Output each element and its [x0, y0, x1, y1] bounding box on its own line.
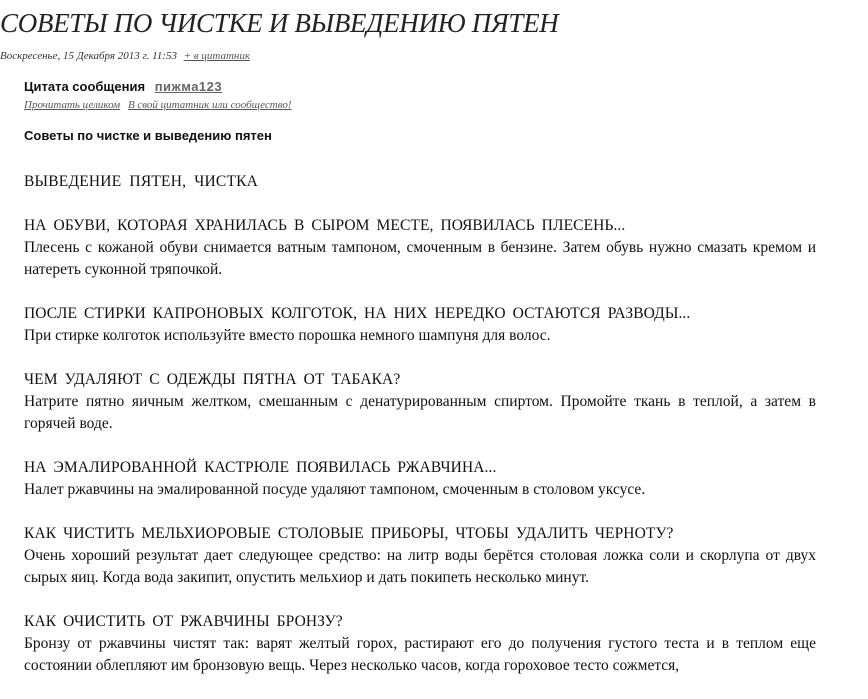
post-title: СОВЕТЫ ПО ЧИСТКЕ И ВЫВЕДЕНИЮ ПЯТЕН [0, 8, 559, 38]
tip-title: КАК ЧИСТИТЬ МЕЛЬХИОРОВЫЕ СТОЛОВЫЕ ПРИБОРЫ, ЧТОБЫ УДАЛИТЬ ЧЕРНОТУ? [24, 525, 674, 542]
tip-section [24, 303, 816, 347]
post-date: Воскресенье, 15 Декабря 2013 г. 11:53 [0, 50, 177, 62]
quote-label: Цитата сообщения [24, 79, 146, 94]
tip-text: При стирке колготок используйте вместо порошка немного шампуня для волос. [24, 327, 551, 344]
add-to-quotes-link[interactable]: + в цитатник [183, 50, 251, 62]
tip-section [24, 611, 816, 677]
quote-header [24, 79, 222, 94]
tip-section [24, 523, 816, 589]
section-heading-block [24, 171, 816, 193]
post-meta [0, 50, 250, 62]
tip-text: Плесень с кожаной обуви снимается ватным тампоном, смоченным в бензине. Затем обувь нужно смазать кремом и натереть суконной тряпочкой. [24, 239, 816, 278]
tip-section [24, 457, 816, 501]
tip-title: НА ОБУВИ, КОТОРАЯ ХРАНИЛАСЬ В СЫРОМ МЕСТЕ, ПОЯВИЛАСЬ ПЛЕСЕНЬ... [24, 217, 626, 234]
read-full-link[interactable]: Прочитать целиком [24, 99, 121, 111]
tip-title: НА ЭМАЛИРОВАННОЙ КАСТРЮЛЕ ПОЯВИЛАСЬ РЖАВЧИНА... [24, 459, 497, 476]
to-quotes-link[interactable]: В свой цитатник или сообщество! [127, 99, 292, 111]
quote-author-link[interactable]: пижма123 [154, 79, 223, 94]
tip-section [24, 369, 816, 435]
quote-links [24, 99, 297, 111]
tip-text: Налет ржавчины на эмалированной посуде удаляют тампоном, смоченным в столовом уксусе. [24, 481, 646, 498]
tip-text: Бронзу от ржавчины чистят так: варят желтый горох, растирают его до получения густого теста и в теплом еще состоянии облепляют им бронзовую вещь. Через несколько часов, когда гороховое тесто сожмется, [24, 635, 816, 674]
post-content [24, 171, 816, 699]
tip-text: Очень хороший результат дает следующее средство: на литр воды берётся столовая ложка соли и скорлупа от двух сырых яиц. Когда вода закипит, опустить мельхиор и дать покипеть несколько минут. [24, 547, 816, 586]
section-heading: ВЫВЕДЕНИЕ ПЯТЕН, ЧИСТКА [24, 173, 259, 190]
tip-title: КАК ОЧИСТИТЬ ОТ РЖАВЧИНЫ БРОНЗУ? [24, 613, 343, 630]
tip-title: ЧЕМ УДАЛЯЮТ С ОДЕЖДЫ ПЯТНА ОТ ТАБАКА? [24, 371, 401, 388]
tip-text: Натрите пятно яичным желтком, смешанным с денатурированным спиртом. Промойте ткань в теплой, а затем в горячей воде. [24, 393, 816, 432]
post-subtitle: Советы по чистке и выведению пятен [24, 128, 272, 143]
tip-title: ПОСЛЕ СТИРКИ КАПРОНОВЫХ КОЛГОТОК, НА НИХ НЕРЕДКО ОСТАЮТСЯ РАЗВОДЫ... [24, 305, 691, 322]
tip-section [24, 215, 816, 281]
